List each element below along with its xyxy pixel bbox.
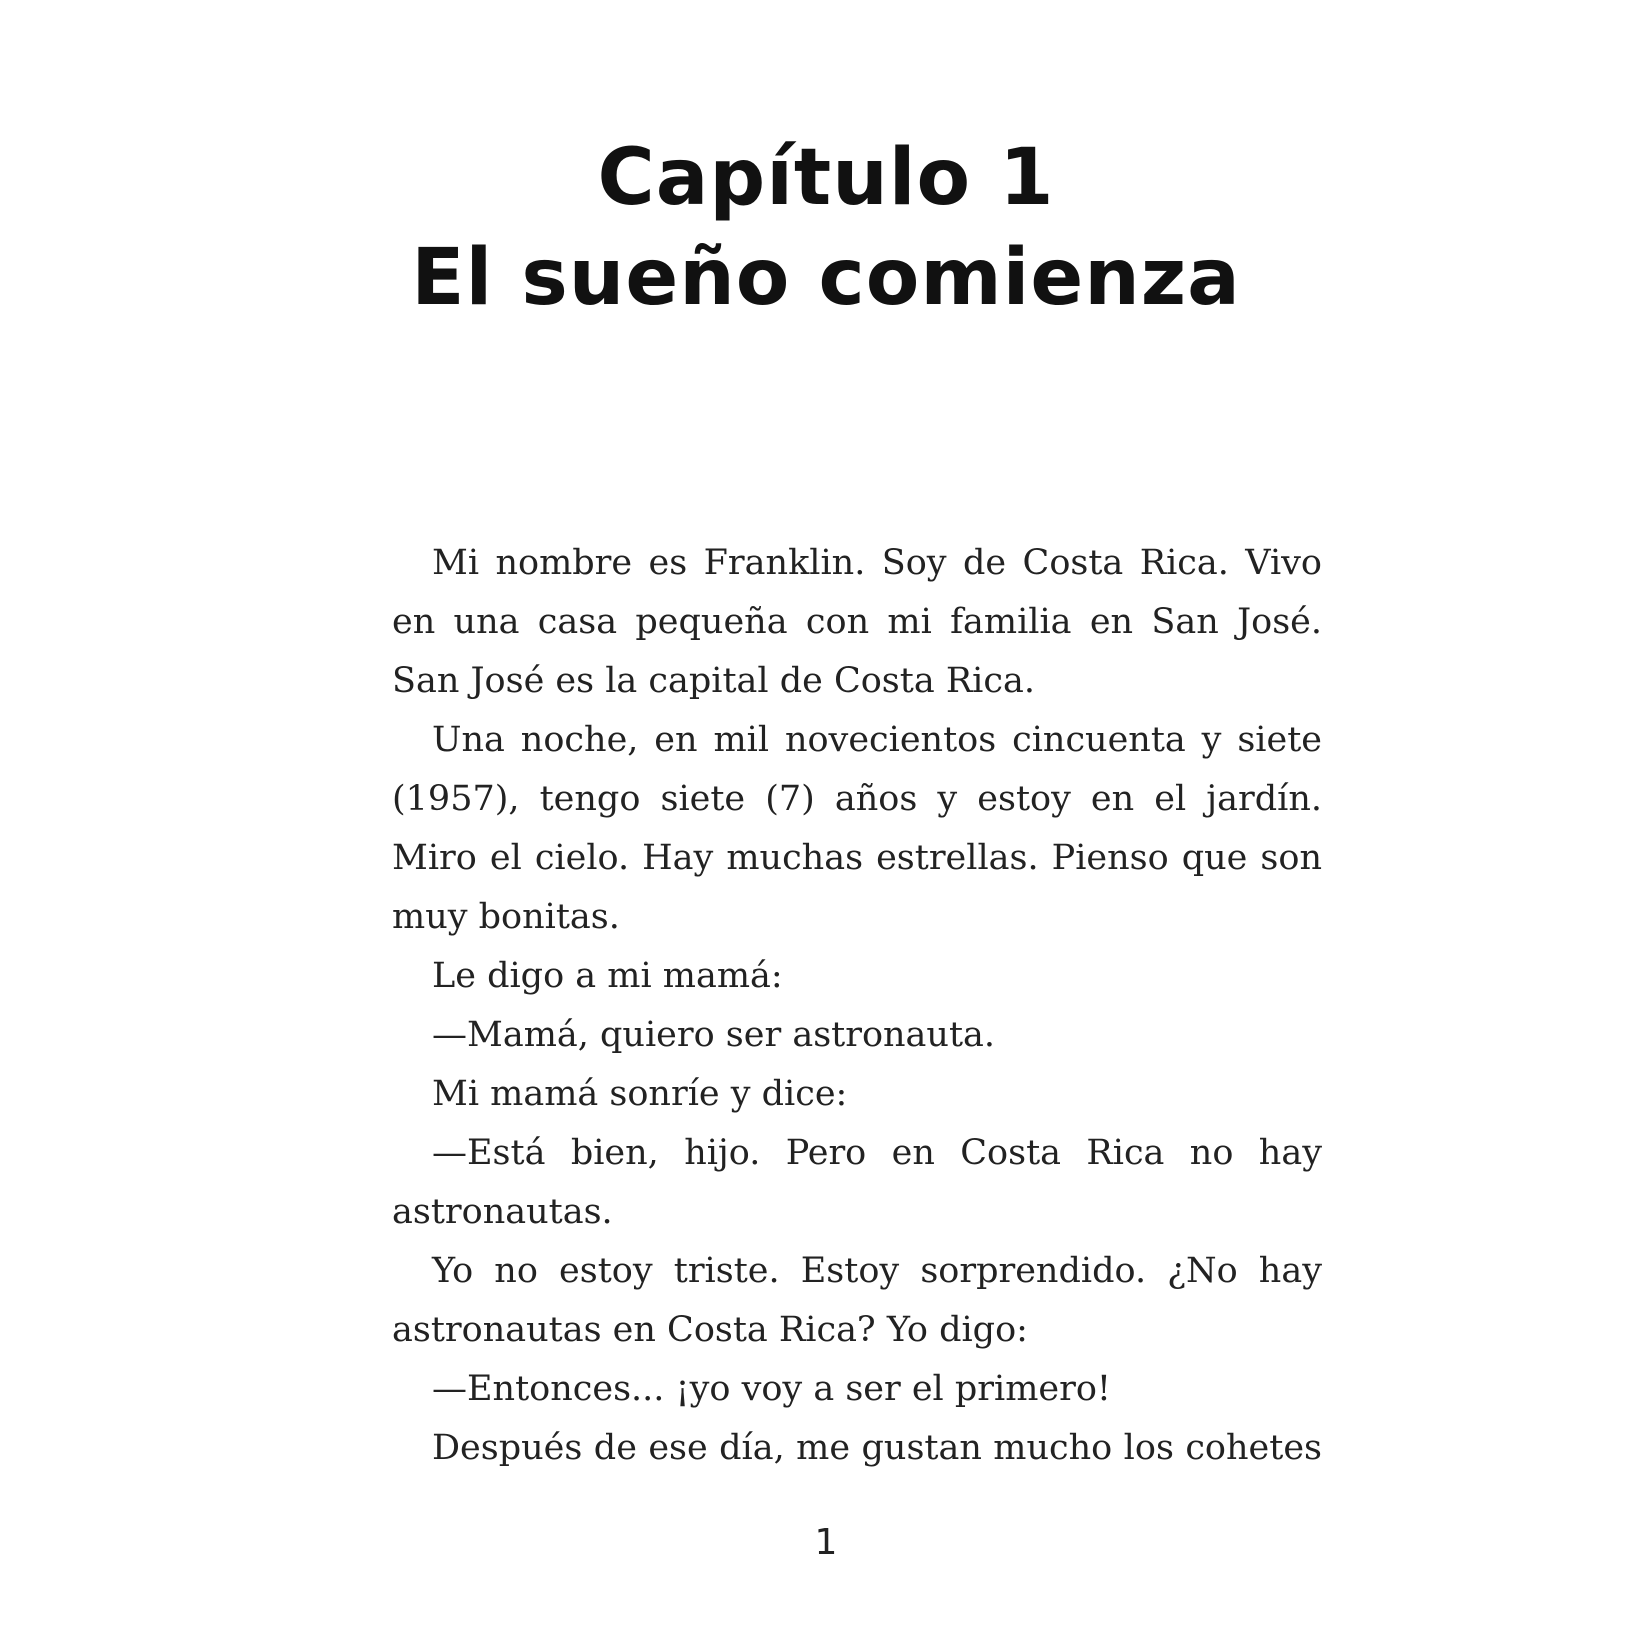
chapter-title: El sueño comienza <box>411 233 1241 323</box>
paragraph: Mi mamá sonríe y dice: <box>432 1074 848 1114</box>
chapter-body <box>392 534 1322 1478</box>
paragraph: Después de ese día, me gustan mucho los cohetes <box>432 1428 1322 1468</box>
chapter-number: Capítulo 1 <box>597 133 1055 223</box>
paragraph: Una noche, en mil novecientos cincuenta y siete (1957), tengo siete (7) años y estoy en el jardín. Miro el cielo. Hay muchas estrellas. Pienso que son muy bonitas. <box>392 720 1322 937</box>
paragraph: —Está bien, hijo. Pero en Costa Rica no hay astronautas. <box>392 1133 1322 1232</box>
paragraph: —Mamá, quiero ser astronauta. <box>432 1015 996 1055</box>
page-number: 1 <box>814 1522 838 1563</box>
paragraph: Yo no estoy triste. Estoy sorprendido. ¿No hay astronautas en Costa Rica? Yo digo: <box>392 1251 1322 1350</box>
paragraph: Le digo a mi mamá: <box>432 956 783 996</box>
paragraph: —Entonces... ¡yo voy a ser el primero! <box>432 1369 1111 1409</box>
paragraph: Mi nombre es Franklin. Soy de Costa Rica. Vivo en una casa pequeña con mi familia en San José. San José es la capital de Costa Rica. <box>392 543 1322 701</box>
chapter-heading <box>0 128 1652 328</box>
